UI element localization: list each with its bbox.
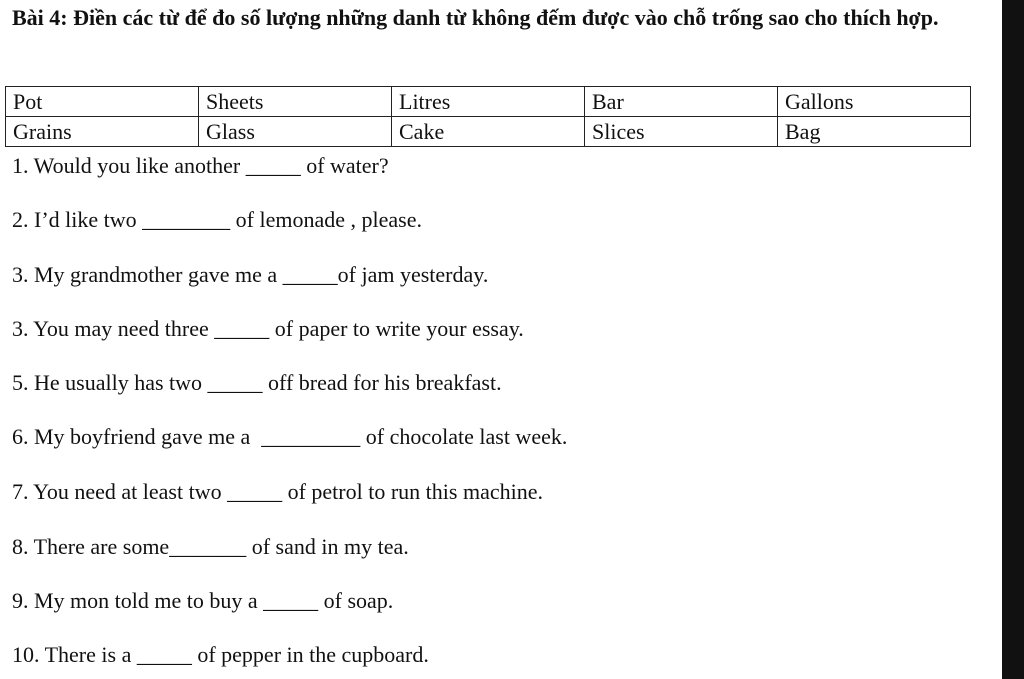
question-text: of jam yesterday. xyxy=(337,262,489,287)
question-text: of soap. xyxy=(318,588,394,613)
answer-blank[interactable]: _____ xyxy=(245,153,301,178)
table-cell: Pot xyxy=(6,87,199,117)
table-cell: Bar xyxy=(585,87,778,117)
table-cell: Gallons xyxy=(778,87,971,117)
question-2 xyxy=(12,206,422,234)
question-6 xyxy=(12,423,567,451)
question-text: of water? xyxy=(300,153,389,178)
question-text: of pepper in the cupboard. xyxy=(191,642,429,667)
question-text: 6. My boyfriend gave me a xyxy=(12,424,262,449)
table-row xyxy=(6,87,971,117)
answer-blank[interactable]: _____ xyxy=(136,642,192,667)
question-text: off bread for his breakfast. xyxy=(262,370,502,395)
answer-blank[interactable]: _____ xyxy=(227,479,283,504)
answer-blank[interactable]: _______ xyxy=(169,534,247,559)
table-cell: Glass xyxy=(199,117,392,147)
question-text: 8. There are some xyxy=(12,534,170,559)
question-1 xyxy=(12,152,389,180)
answer-blank[interactable]: _____ xyxy=(263,588,319,613)
answer-blank[interactable]: _________ xyxy=(261,424,361,449)
table-cell: Grains xyxy=(6,117,199,147)
question-text: of paper to write your essay. xyxy=(269,316,524,341)
question-7 xyxy=(12,478,543,506)
question-text: 9. My mon told me to buy a xyxy=(12,588,264,613)
dark-edge-strip xyxy=(1002,0,1024,679)
question-3 xyxy=(12,261,488,289)
table-cell: Cake xyxy=(392,117,585,147)
table-cell: Litres xyxy=(392,87,585,117)
word-bank-table xyxy=(5,86,971,147)
table-cell: Bag xyxy=(778,117,971,147)
question-text: 2. I’d like two xyxy=(12,207,143,232)
answer-blank[interactable]: _____ xyxy=(207,370,263,395)
answer-blank[interactable]: _____ xyxy=(214,316,270,341)
question-text: 10. There is a xyxy=(12,642,137,667)
table-cell: Slices xyxy=(585,117,778,147)
question-text: 3. You may need three xyxy=(12,316,215,341)
question-8 xyxy=(12,533,409,561)
question-10 xyxy=(12,641,429,669)
question-text: 7. You need at least two xyxy=(12,479,228,504)
question-text: of lemonade , please. xyxy=(230,207,422,232)
exercise-title: Bài 4: Điền các từ để đo số lượng những danh từ không đếm được vào chỗ trống sao cho thích hợp. xyxy=(12,5,939,30)
table-row xyxy=(6,117,971,147)
question-4 xyxy=(12,315,524,343)
question-5 xyxy=(12,369,502,397)
question-9 xyxy=(12,587,393,615)
question-text: of petrol to run this machine. xyxy=(282,479,543,504)
answer-blank[interactable]: _____ xyxy=(282,262,338,287)
table-cell: Sheets xyxy=(199,87,392,117)
question-text: 1. Would you like another xyxy=(12,153,246,178)
question-text: 5. He usually has two xyxy=(12,370,208,395)
answer-blank[interactable]: ________ xyxy=(142,207,231,232)
question-text: 3. My grandmother gave me a xyxy=(12,262,283,287)
question-text: of chocolate last week. xyxy=(360,424,568,449)
question-text: of sand in my tea. xyxy=(246,534,409,559)
